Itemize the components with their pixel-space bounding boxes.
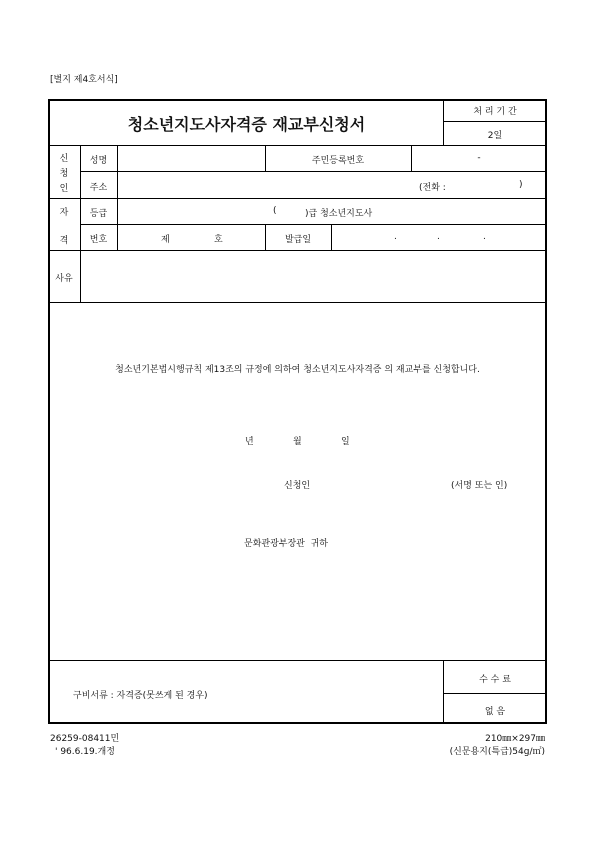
divider [80, 224, 547, 225]
number-suffix: 호 [214, 235, 223, 245]
fee-label: 수 수 료 [479, 675, 511, 685]
issue-date-dot-1[interactable]: . [394, 232, 397, 242]
form-code: 26259-08411민 [50, 734, 120, 744]
revision-date: ' 96.6.19.개정 [55, 747, 115, 757]
applicant-section-label-2: 청 [59, 169, 69, 179]
processing-period-value: 2일 [487, 131, 503, 141]
number-prefix: 제 [161, 235, 170, 245]
date-month: 월 [293, 437, 302, 447]
issue-date-dot-3[interactable]: . [483, 232, 486, 242]
paper-type: (신문용지(특급)54g/㎡) [449, 747, 545, 757]
statement-text: 청소년기본법시행규칙 제13조의 규정에 의하여 청소년지도사자격증 의 재교부를 신청합니다. [115, 365, 480, 375]
grade-value[interactable]: )급 청소년지도사 [305, 209, 373, 219]
recipient: 문화관광부장관 귀하 [244, 539, 328, 549]
divider [443, 693, 547, 694]
fee-value: 없 음 [484, 707, 506, 717]
reason-field[interactable] [81, 251, 546, 301]
divider [48, 660, 547, 661]
date-year: 년 [245, 437, 254, 447]
grade-open-paren: ( [273, 206, 277, 216]
address-label: 주소 [89, 183, 108, 193]
name-label: 성명 [89, 156, 108, 166]
applicant-sign-label: 신청인 [284, 481, 311, 491]
phone-close: ) [519, 180, 523, 190]
phone-label: (전화 : [419, 183, 446, 193]
date-day: 일 [341, 437, 350, 447]
divider [48, 302, 547, 303]
issue-date-label: 발급일 [284, 235, 312, 245]
page-title: 청소년지도사자격증 재교부신청서 [127, 115, 366, 134]
processing-period-label: 처 리 기 간 [473, 107, 517, 117]
qualification-section-label-1: 자 [59, 208, 69, 218]
reason-label: 사유 [55, 274, 73, 284]
form-label: [별지 제4호서식] [50, 75, 118, 85]
divider [48, 198, 547, 199]
grade-label: 등급 [89, 209, 108, 219]
applicant-sign-note: (서명 또는 인) [451, 481, 508, 491]
paper-size: 210㎜×297㎜ [485, 734, 545, 744]
name-field[interactable] [118, 146, 264, 170]
qualification-section-label-2: 격 [59, 236, 69, 246]
applicant-section-label-3: 인 [59, 184, 69, 194]
divider [331, 224, 332, 250]
rrn-field[interactable]: - [477, 153, 481, 163]
divider [443, 121, 547, 122]
required-documents: 구비서류 : 자격증(못쓰게 된 경우) [73, 691, 208, 701]
rrn-label: 주민등록번호 [311, 156, 365, 166]
issue-date-dot-2[interactable]: . [437, 232, 440, 242]
number-label: 번호 [89, 235, 108, 245]
address-field[interactable] [118, 172, 418, 197]
applicant-section-label-1: 신 [59, 154, 69, 164]
